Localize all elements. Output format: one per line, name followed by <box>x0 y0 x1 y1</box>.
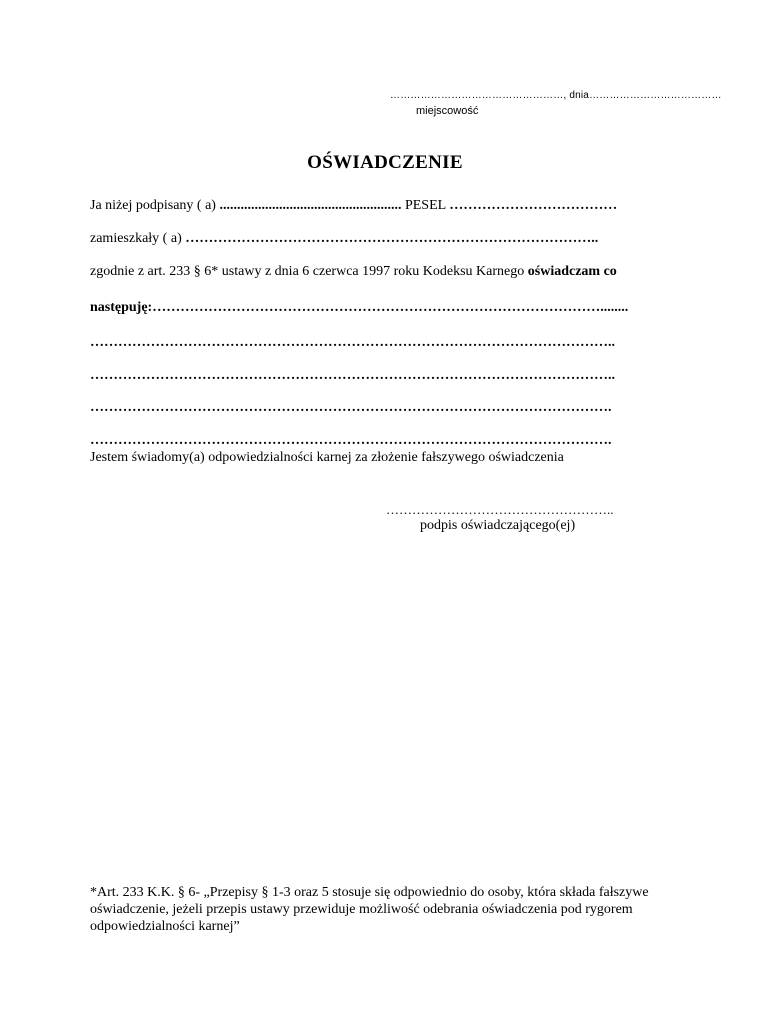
declaration-start-line: następuję:……………………………………………………………………………………........ <box>90 300 629 315</box>
declaration-bold: oświadczam co <box>527 264 617 279</box>
declaration-fill-line: …………………………………………………………………………………………………. <box>90 433 612 448</box>
signature-line: …………………………………………….. <box>386 502 614 517</box>
declarant-line <box>90 198 617 214</box>
declaration-fill-line: …………………………………………………………………………………………………. <box>90 400 612 415</box>
residence-line <box>90 231 598 247</box>
residence-label: zamieszkały ( a) <box>90 231 186 246</box>
declaration-fill-line: ………………………………………………………………………………………………….. <box>90 335 615 350</box>
declaration-fill-line: ………………………………………………………………………………………………….. <box>90 368 615 383</box>
signature-caption: podpis oświadczającego(ej) <box>420 518 576 533</box>
document-title: OŚWIADCZENIE <box>307 152 463 173</box>
legal-basis-text: zgodnie z art. 233 § 6* ustawy z dnia 6 czerwca 1997 roku Kodeksu Karnego <box>90 264 528 279</box>
declarant-name-fill: .................................................... <box>219 198 402 213</box>
pesel-fill: ……………………………… <box>449 198 618 213</box>
pesel-label: PESEL <box>401 198 450 213</box>
awareness-statement: Jestem świadomy(a) odpowiedzialności karnej za złożenie fałszywego oświadczenia <box>90 450 564 465</box>
footnote: *Art. 233 K.K. § 6- „Przepisy § 1-3 oraz 5 stosuje się odpowiednio do osoby, która składa fałszywe oświadczenie, jeżeli przepis ustawy przewiduje możliwość odebrania oświadczenia pod rygorem odpowiedzialności karnej” <box>90 885 649 934</box>
place-date-line: ……………………………………………, dnia………………………………… <box>390 90 722 101</box>
place-caption: miejscowość <box>416 105 479 117</box>
declarant-label: Ja niżej podpisany ( a) <box>90 198 220 213</box>
legal-basis-line <box>90 264 617 280</box>
residence-fill: …………………………………………………………………………….. <box>185 231 599 246</box>
